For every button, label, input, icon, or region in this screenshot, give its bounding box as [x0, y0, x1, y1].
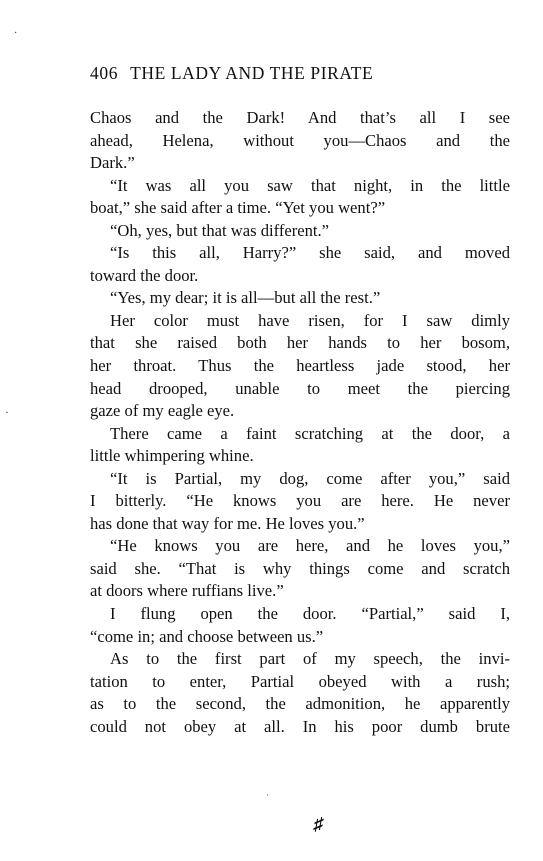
text-line: As to the first part of my speech, the invi-: [110, 649, 510, 669]
text-line: said she. “That is why things come and scratch: [90, 558, 510, 578]
text-line: that she raised both her hands to her bosom,: [90, 333, 510, 353]
text-line: Dark.”: [90, 153, 135, 173]
text-line: Her color must have risen, for I saw dimly: [110, 310, 510, 330]
text-line: “Oh, yes, but that was different.”: [110, 220, 330, 240]
text-line: I bitterly. “He knows you are here. He never: [90, 491, 510, 511]
text-line: “It was all you saw that night, in the little: [110, 175, 510, 195]
text-line: Chaos and the Dark! And that’s all I see: [90, 108, 510, 127]
text-line: as to the second, the admonition, he apparently: [90, 694, 510, 714]
margin-speck-bottom: ·: [266, 790, 269, 800]
text-line: “He knows you are here, and he loves you,”: [110, 536, 510, 556]
body-text: [90, 107, 510, 738]
text-line: boat,” she said after a time. “Yet you went?”: [90, 198, 386, 218]
text-line: gaze of my eagle eye.: [90, 401, 235, 421]
page-number: 406: [90, 63, 119, 83]
text-line: at doors where ruffians live.”: [90, 581, 284, 601]
margin-speck-left: ·: [5, 405, 9, 419]
text-line: “Is this all, Harry?” she said, and moved: [110, 243, 510, 263]
text-line: has done that way for me. He loves you.”: [90, 513, 365, 533]
margin-speck-top: ·: [14, 28, 18, 39]
text-line: ahead, Helena, without you—Chaos and the: [90, 130, 510, 150]
text-line: toward the door.: [90, 265, 199, 285]
text-line: head drooped, unable to meet the piercing: [90, 378, 510, 398]
signature-mark: ♯: [314, 814, 323, 834]
text-line: “Yes, my dear; it is all—but all the rest.”: [110, 288, 381, 308]
text-line: tation to enter, Partial obeyed with a rush;: [90, 671, 510, 691]
running-header: [90, 63, 510, 84]
text-line: “come in; and choose between us.”: [90, 626, 324, 646]
text-line: “It is Partial, my dog, come after you,” said: [110, 468, 510, 488]
running-title: THE LADY AND THE PIRATE: [130, 63, 374, 83]
text-line: I flung open the door. “Partial,” said I,: [110, 604, 510, 624]
text-line: could not obey at all. In his poor dumb brute: [90, 716, 510, 736]
text-line: little whimpering whine.: [90, 446, 254, 466]
text-line: There came a faint scratching at the door, a: [110, 423, 510, 443]
text-line: her throat. Thus the heartless jade stood, her: [90, 356, 510, 376]
